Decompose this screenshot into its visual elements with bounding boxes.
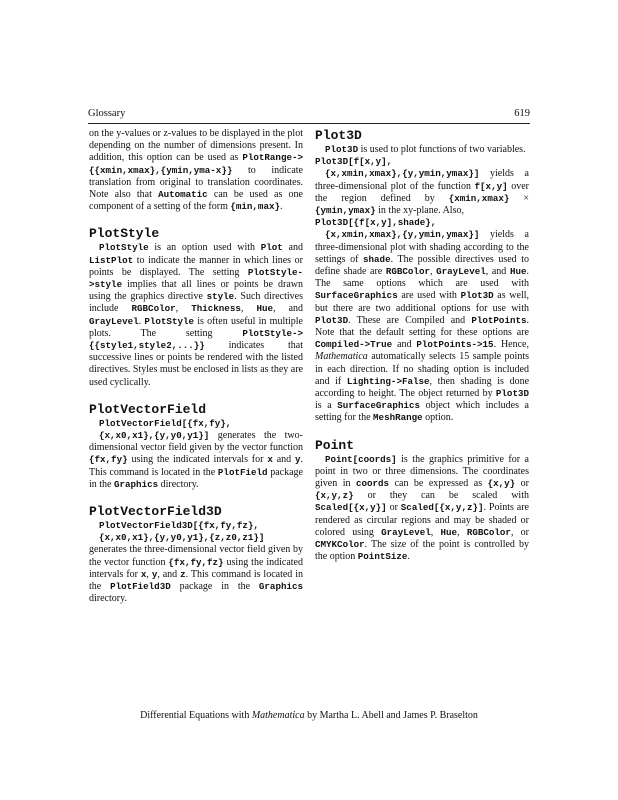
text-span: or: [515, 478, 529, 490]
code-span: PlotStyle: [144, 315, 194, 327]
plot3d-syntax-2: [315, 217, 529, 229]
code-span: {x,xmin,xmax},{y,ymin,ymax}]: [325, 168, 480, 180]
footer-text-after: by Martha L. Abell and James P. Braselton: [304, 710, 478, 721]
code-span: Hue: [440, 526, 458, 538]
text-span: ,: [430, 526, 441, 538]
text-span: . Note that the default setting for these options are: [315, 314, 529, 339]
code-span: PlotVectorField3D[{fx,fy,fz},: [99, 520, 259, 532]
page-footer: [0, 710, 618, 721]
text-span: package in the: [170, 581, 259, 593]
text-span: ,: [146, 568, 152, 580]
code-span: y: [294, 454, 301, 466]
text-span: in the xy-plane. Also,: [375, 205, 464, 217]
code-span: {fx,fy,fz}: [168, 556, 224, 568]
code-span: {x,xmin,xmax},{y,ymin,ymax}]: [325, 229, 480, 241]
italic-span: Mathematica: [315, 351, 368, 363]
code-span: GrayLevel: [89, 315, 139, 327]
plot3d-syntax-1: [315, 156, 529, 168]
code-span: {x,x0,x1},{y,y0,y1}]: [99, 430, 210, 442]
code-span: y: [151, 568, 158, 580]
code-span: PlotStyle->style: [89, 266, 303, 291]
text-span: , and: [157, 568, 181, 580]
text-span: is a: [315, 400, 338, 412]
text-span: . Points are rendered as circular regions and may be shaded or colored using: [315, 502, 529, 538]
left-column: [89, 128, 303, 606]
code-span: RGBColor: [131, 303, 176, 315]
code-span: {x,y}: [487, 478, 516, 490]
text-span: indicates that successive lines or points be rendered with the listed directives. Styles must be enclosed in lists as they are used cyclically.: [89, 340, 303, 388]
plotvectorfield3d-syntax-2: [89, 532, 303, 544]
code-span: {min,max}: [230, 201, 280, 213]
code-span: PointSize: [357, 551, 408, 563]
plot3d-intro: [315, 144, 529, 156]
text-span: . The same options which are used with: [315, 266, 529, 290]
text-span: yields a three-dimensional plot with shading according to the settings of: [315, 229, 529, 265]
code-span: PlotField: [217, 466, 268, 478]
code-span: PlotStyle: [99, 242, 149, 254]
code-span: Automatic: [158, 189, 208, 201]
text-span: can be expressed as: [389, 478, 488, 490]
code-span: style: [206, 291, 235, 303]
text-span: .: [138, 315, 145, 327]
code-span: SurfaceGraphics: [337, 400, 420, 412]
code-span: Compiled->True: [315, 339, 393, 351]
text-span: . Such directives include: [89, 291, 303, 315]
code-span: x: [267, 454, 273, 466]
text-span: to indicate the manner in which lines or points be displayed. The setting: [89, 254, 303, 278]
code-span: x: [140, 568, 147, 580]
code-span: Hue: [509, 266, 527, 278]
text-span: . Hence,: [493, 339, 529, 351]
code-span: Plot3D[f[x,y],: [315, 156, 393, 168]
plotstyle-definition: [89, 242, 303, 388]
code-span: {x,x0,x1},{y,y0,y1},{z,z0,z1}]: [99, 532, 265, 544]
code-span: RGBColor: [385, 266, 430, 278]
text-span: ,: [175, 303, 192, 315]
code-span: shade: [363, 253, 391, 265]
code-span: z: [180, 568, 186, 580]
text-span: to indicate translation from original to translation coordinates. Note also that: [89, 164, 303, 201]
code-span: PlotStyle->{{style1,style2,...}}: [89, 327, 303, 352]
text-span: over the region defined by: [315, 180, 529, 204]
text-span: . These are Compiled and: [348, 314, 472, 326]
text-span: , then shading is done according to height. The object returned by: [315, 375, 530, 400]
text-span: is the graphics primitive for a point in two or three dimensions. The coordinates given in: [315, 453, 529, 490]
text-span: .: [407, 551, 410, 563]
text-span: or: [386, 502, 401, 514]
text-span: ,: [457, 526, 467, 538]
text-span: implies that all lines or points be drawn using the graphics directive: [89, 279, 303, 303]
text-span: , and: [485, 266, 510, 278]
text-span: is used to plot functions of two variables.: [358, 144, 526, 155]
plot3d-syntax-2-definition: [315, 229, 529, 424]
entry-title-point: Point: [315, 437, 355, 453]
text-span: and: [392, 339, 417, 351]
code-span: {fx,fy}: [89, 454, 128, 466]
code-span: {xmin,xmax}: [448, 192, 510, 204]
text-span: or they can be scaled with: [353, 490, 529, 502]
text-span: using the indicated intervals for: [89, 556, 303, 580]
code-span: CMYKColor: [315, 539, 365, 551]
code-span: Graphics: [114, 478, 159, 490]
text-span: directory.: [89, 593, 127, 605]
code-span: PlotPoints: [471, 314, 527, 326]
text-span: can be used as one component of a setting of the form: [89, 189, 303, 213]
code-span: SurfaceGraphics: [315, 290, 398, 302]
plotrange-continuation: [89, 128, 303, 213]
code-span: Plot3D: [495, 388, 529, 400]
footer-italic-title: Mathematica: [251, 710, 305, 721]
text-span: generates the two-dimensional vector field given by the vector function: [89, 430, 303, 454]
code-span: Point[coords]: [325, 453, 397, 465]
text-span: and: [282, 242, 303, 254]
code-span: Scaled[{x,y}]: [315, 502, 387, 514]
text-span: .: [279, 201, 283, 213]
plotvectorfield-definition: [89, 430, 303, 491]
code-span: coords: [355, 478, 390, 490]
text-span: is often useful in multiple plots. The setting: [89, 315, 304, 339]
code-span: Plot3D: [460, 290, 494, 302]
code-span: PlotVectorField[{fx,fy},: [99, 417, 232, 429]
text-span: . The possible directives used to define shade are: [315, 253, 530, 278]
code-span: Thickness: [191, 303, 241, 315]
header-section: Glossary: [88, 108, 126, 119]
text-span: automatically selects 15 sample points in each direction. If no shading option is included and if: [315, 351, 529, 387]
text-span: is an option used with: [148, 242, 261, 254]
right-column: [315, 128, 529, 564]
text-span: object which includes a setting for the: [315, 400, 530, 424]
entry-title-plotvectorfield: PlotVectorField: [89, 401, 207, 417]
entry-title-plotvectorfield3d: PlotVectorField3D: [89, 504, 222, 520]
code-span: {x,y,z}: [315, 490, 354, 502]
plot3d-syntax-1-definition: [315, 168, 529, 217]
entry-title-plotstyle: PlotStyle: [89, 226, 160, 242]
code-span: Graphics: [258, 581, 304, 593]
code-span: f[x,y]: [474, 180, 508, 192]
text-span: directory.: [158, 478, 199, 490]
point-definition: [315, 454, 529, 564]
text-span: ,: [429, 266, 437, 278]
text-span: are used with: [397, 290, 461, 302]
text-span: , and: [272, 303, 304, 315]
text-span: option.: [422, 412, 454, 424]
plotvectorfield3d-definition: [89, 544, 303, 605]
code-span: MeshRange: [373, 412, 423, 424]
code-span: ListPlot: [89, 254, 134, 266]
plotvectorfield3d-syntax-1: [89, 520, 303, 532]
code-span: Plot3D[{f[x,y],shade},: [315, 217, 437, 229]
running-header: [88, 108, 530, 124]
text-span: and: [272, 454, 295, 466]
code-span: Hue: [256, 303, 273, 315]
text-span: , or: [510, 526, 530, 538]
code-span: GrayLevel: [436, 266, 486, 278]
code-span: Scaled[{x,y,z}]: [400, 502, 484, 514]
page-number: 619: [514, 108, 530, 119]
text-span: yields a three-dimensional plot of the function: [315, 168, 529, 192]
text-span: . This command is located in the: [89, 568, 303, 593]
entry-title-plot3d: Plot3D: [315, 128, 362, 143]
text-span: package in the: [89, 466, 303, 490]
code-span: Plot: [260, 242, 283, 254]
code-span: PlotPoints->15: [416, 339, 494, 351]
code-span: GrayLevel: [381, 526, 431, 538]
header-rule: [88, 123, 530, 124]
code-span: {ymin,ymax}: [315, 205, 376, 217]
code-span: Plot3D: [325, 144, 359, 155]
code-span: PlotRange->{{xmin,xmax},{ymin,yma-x}}: [89, 152, 303, 176]
text-span: . This command is located in the: [89, 454, 303, 478]
code-span: RGBColor: [466, 526, 511, 538]
footer-text-before: Differential Equations with: [140, 710, 252, 721]
code-span: Lighting->False: [346, 375, 430, 387]
plotvectorfield-syntax: [89, 418, 303, 430]
text-span: . The size of the point is controlled by the option: [315, 539, 529, 563]
text-span: ,: [240, 303, 257, 315]
text-span: on the y-values or z-values to be displayed in the plot depending on the number of dimensions present. In addition, this option can be used as: [89, 128, 303, 164]
code-span: PlotField3D: [110, 581, 171, 593]
text-span: as well, but there are two additional options for use with: [315, 290, 529, 314]
text-span: generates the three-dimensional vector field given by the vector function: [89, 544, 303, 568]
text-span: using the indicated intervals for: [127, 454, 268, 466]
code-span: Plot3D: [315, 314, 349, 326]
text-span: ×: [509, 192, 530, 204]
